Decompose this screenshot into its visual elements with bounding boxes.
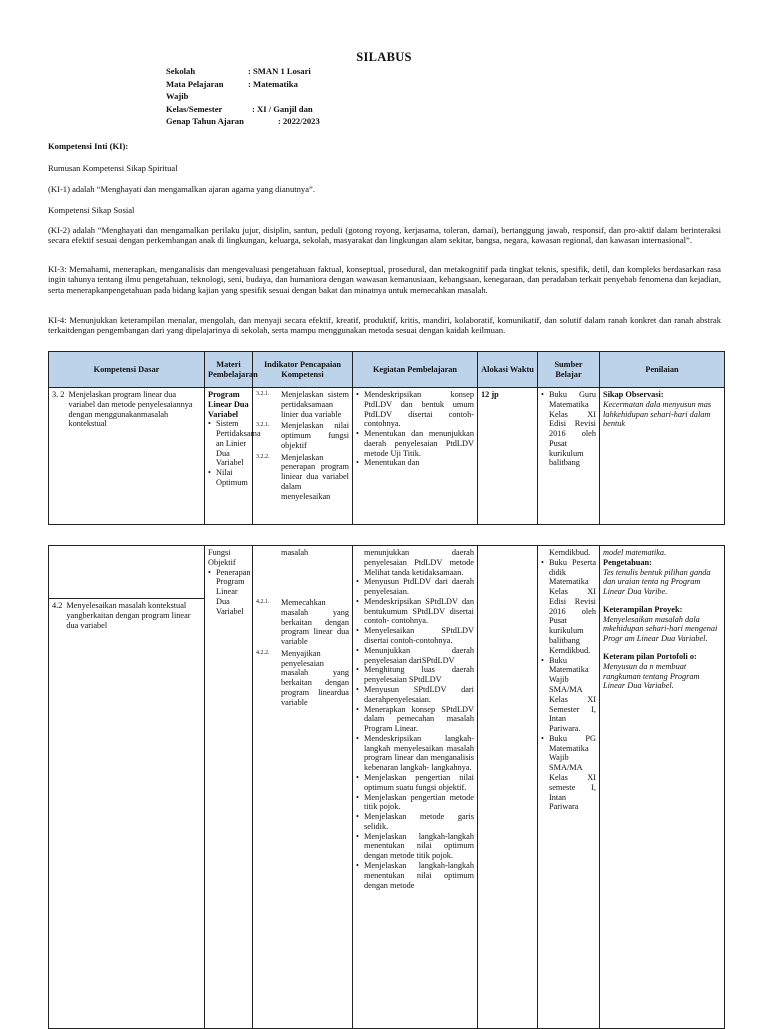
header-indikator: Indikator Pencapaian Kompetensi bbox=[253, 352, 353, 388]
list-item: • Menjelaskan pengertian nilai optimum suatu fungsi objektif. bbox=[356, 773, 474, 793]
kegiatan-cell bbox=[353, 546, 478, 1029]
kegiatan-cell bbox=[353, 388, 478, 525]
sumber-cont: Kemdikbud. bbox=[549, 548, 591, 557]
list-item: • Menjelaskan langkah-langkah menentukan nilai optimum dengan metode bbox=[356, 861, 474, 890]
penilaian-text: model matematika. bbox=[603, 548, 667, 557]
list-item: • Menyusun SPtdLDV dari daerahpenyelesaian. bbox=[356, 685, 474, 705]
list-item: 3.2.2. Menjelaskan penerapan program liniear dua variabel dalam menyelesaikan bbox=[256, 452, 349, 501]
table-row bbox=[49, 388, 725, 525]
list-item: • Menunjukkan daerah penyelesaian dariSPtdLDV bbox=[356, 646, 474, 666]
list-item: • Sistem Pertidaksama an Linier Dua Variabel bbox=[208, 419, 249, 468]
list-item: • Menentukan dan menunjukkan daerah penyelesaian PtdLDV metode Uji Titik. bbox=[356, 429, 474, 458]
indikator-cell bbox=[253, 388, 353, 525]
materi-cell bbox=[205, 388, 261, 525]
sumber-cell bbox=[538, 546, 600, 1029]
ki-spiritual-heading: Rumusan Kompetensi Sikap Spiritual bbox=[48, 163, 178, 173]
list-item: • Menentukan dan bbox=[356, 458, 474, 468]
header-penilaian: Penilaian bbox=[600, 352, 725, 388]
ki1-text: (KI-1) adalah “Menghayati dan mengamalkan ajaran agama yang dianutnya”. bbox=[48, 184, 316, 194]
list-item: • Menjelaskan pengertian metode titik pojok. bbox=[356, 793, 474, 813]
waktu-cell: 12 jp bbox=[478, 388, 538, 525]
list-item: • Buku Peserta didik Matematika Kelas XI Edisi Revisi 2016 oleh Pusat kurikulum balitbang Kemdikbud. bbox=[541, 558, 596, 656]
kd-cell bbox=[49, 388, 205, 525]
meta-sekolah: Sekolah : SMAN 1 Losari bbox=[166, 66, 311, 76]
indikator-cell bbox=[253, 546, 353, 1029]
indikator-cont: masalah bbox=[281, 548, 309, 557]
list-item: 4.2.2. Menyajikan penyelesaian masalah yang berkaitan dengan program lineardua variable bbox=[256, 648, 349, 707]
ki3-text: KI-3: Memahami, menerapkan, menganalisis dan mengevaluasi pengetahuan faktual, konseptual, prosedural, dan metakognitif pada tingkat teknis, spesifik, detil, dan kompleks berdasarkan rasa ingin tahunya tentang ilmu pengetahuan, teknologi, seni, budaya, dan humaniora dengan wawasan kemanusiaan, kebangsaan, kenegaraan, dan peradaban terkait penyebab fenomena dan kejadian, serta menerapkanpengetahuan pada bidang kajian yang spesifik sesuai dengan bakat dan minatnya untuk memecahkan masalah. bbox=[48, 264, 721, 295]
meta-wajib: Wajib bbox=[166, 91, 189, 102]
kd-4-2 bbox=[49, 598, 204, 632]
list-item: 3.2.1. Menjelaskan sistem pertidaksamaan linier dua variable bbox=[256, 390, 349, 419]
penilaian-cell bbox=[600, 546, 725, 1029]
list-item: • Mendeskripsikan konsep PtdLDV dan bentuk umum PtdLDV disertai contoh-contohnya. bbox=[356, 390, 474, 429]
syllabus-table-part1 bbox=[48, 351, 725, 525]
list-item: • Buku Matematika Wajib SMA/MA Kelas XI Semester I, Intan Pariwara. bbox=[541, 656, 596, 734]
page-title: SILABUS bbox=[356, 50, 412, 64]
penilaian-text: Menyelesaikan masalah dala mkehidupan sehari-hari mengenai Progr am Linear Dua Variabel. bbox=[603, 614, 718, 644]
list-item: • Menyusun PtdLDV dari daerah penyelesaian. bbox=[356, 577, 474, 597]
kd-cell bbox=[49, 546, 205, 1029]
list-item: 3.2.1. Menjelaskan nilai optimum fungsi objektif bbox=[256, 421, 349, 450]
sumber-cell bbox=[538, 388, 600, 525]
header-sumber: Sumber Belajar bbox=[538, 352, 600, 388]
list-item: • Menyelesaikan SPtdLDV disertai contoh-contohnya. bbox=[356, 626, 474, 646]
penilaian-title: Keterampilan Proyek: bbox=[603, 604, 683, 614]
ki-sosial-heading: Kompetensi Sikap Sosial bbox=[48, 205, 135, 215]
table-row bbox=[49, 546, 725, 1029]
meta-tahun: Genap Tahun Ajaran : 2022/2023 bbox=[166, 116, 320, 127]
list-item: • Buku PG Matematika Wajib SMA/MA Kelas XI semeste I, Intan Pariwara bbox=[541, 734, 596, 812]
meta-kelas: Kelas/Semester : XI / Ganjil dan bbox=[166, 103, 313, 114]
ki2-text: (KI-2) adalah “Menghayati dan mengamalkan perilaku jujur, disiplin, santun, peduli (gotong royong, kerjasama, toleran, damai), bertanggung jawab, responsif, dan pro-aktif dalam berinteraksi secara efektif sesuai dengan perkembangan anak di lingkungan, keluarga, sekolah, masyarakat dan lingkungan alam sekitar, bangsa, negara, kawasan regional, dan kawasan internasional”. bbox=[48, 225, 721, 246]
penilaian-cell bbox=[600, 388, 725, 525]
waktu-cell bbox=[478, 546, 538, 1029]
list-item: • Nilai Optimum bbox=[208, 468, 249, 488]
materi-title: Program Linear Dua Variabel bbox=[208, 390, 249, 419]
materi-cont: Fungsi Objektif bbox=[208, 548, 236, 567]
table-header-row bbox=[49, 352, 725, 388]
penilaian-title: Keteram pilan Portofoli o: bbox=[603, 652, 697, 662]
list-item: • Menghitung luas daerah penyelesaian SPtdLDV bbox=[356, 665, 474, 685]
penilaian-text: Menyusun da n membuat rangkuman tentang Program Linear Dua Variabel. bbox=[603, 661, 700, 691]
meta-mapel: Mata Pelajaran : Matematika bbox=[166, 78, 298, 89]
kd-text: Menjelaskan program linear dua variabel dan metode penyelesaiannya dengan menggunakanmasalah kontekstual bbox=[68, 390, 193, 429]
penilaian-text: Kecermatan dala menyusun mas lahkehidupan sehari-hari dalam bentuk bbox=[603, 399, 712, 429]
ki-heading: Kompetensi Inti (KI): bbox=[48, 141, 129, 151]
kd-text: Menyelesaikan masalah kontekstual yangberkaitan dengan program linear dua variabel bbox=[66, 601, 191, 630]
header-kd: Kompetensi Dasar bbox=[49, 352, 205, 388]
list-item: • Penerapan Program Linear Dua Variabel bbox=[208, 568, 249, 617]
ki4-text: KI-4: Menunjukkan keterampilan menalar, mengolah, dan menyaji secara efektif, kreatif, produktif, kritis, mandiri, kolaboratif, komunikatif, dan solutif dalam ranah konkret dan ranah abstrak terkaitdengan pengembangan dari yang dipelajarinya di sekolah, serta mampu menggunakan metoda sesuai dengan kaidah keilmuan. bbox=[48, 315, 721, 336]
list-item: • Mendeskripsikan SPtdLDV dan bentukumum SPtdLDV disertai contoh- contohnya. bbox=[356, 597, 474, 626]
list-item: • Menjelaskan metode garis selidik. bbox=[356, 812, 474, 832]
header-waktu: Alokasi Waktu bbox=[478, 352, 538, 388]
syllabus-meta bbox=[166, 66, 320, 129]
list-item: • Menjelaskan langkah-langkah menentukan nilai optimum dengan metode titik pojok. bbox=[356, 832, 474, 861]
list-item: • Mendeskripsikan langkah-langkah menyelesaikan masalah program linear dan menganalisis kebenaran langkah- langkahnya. bbox=[356, 734, 474, 773]
penilaian-text: Tes tenulis bentuk pilihan ganda dan uraian tenta ng Program Linear Dua Varibe. bbox=[603, 567, 711, 597]
header-kegiatan: Kegiatan Pembelajaran bbox=[353, 352, 478, 388]
materi-cell bbox=[205, 546, 253, 1029]
kegiatan-cont: menunjukkan daerah penyelesaian PtdLDV metode Melihat tanda ketidaksamaan. bbox=[364, 548, 474, 577]
syllabus-table-part2 bbox=[48, 545, 725, 1029]
kd-number: 4.2 bbox=[52, 601, 63, 610]
kd-number: 3. 2 bbox=[52, 390, 65, 399]
penilaian-title: Pengetahuan: bbox=[603, 557, 652, 567]
header-materi: Materi Pembelajaran bbox=[205, 352, 253, 388]
list-item: • Buku Guru Matematika Kelas XI Edisi Revisi 2016 oleh Pusat kurikulum balitbang bbox=[541, 390, 596, 468]
list-item: • Menerapkan konsep SPtdLDV dalam pemecahan masalah Program Linear. bbox=[356, 705, 474, 734]
penilaian-title: Sikap Observasi: bbox=[603, 390, 664, 399]
list-item: 4.2.1. Memecahkan masalah yang berkaitan dengan program linear dua variable bbox=[256, 598, 349, 647]
